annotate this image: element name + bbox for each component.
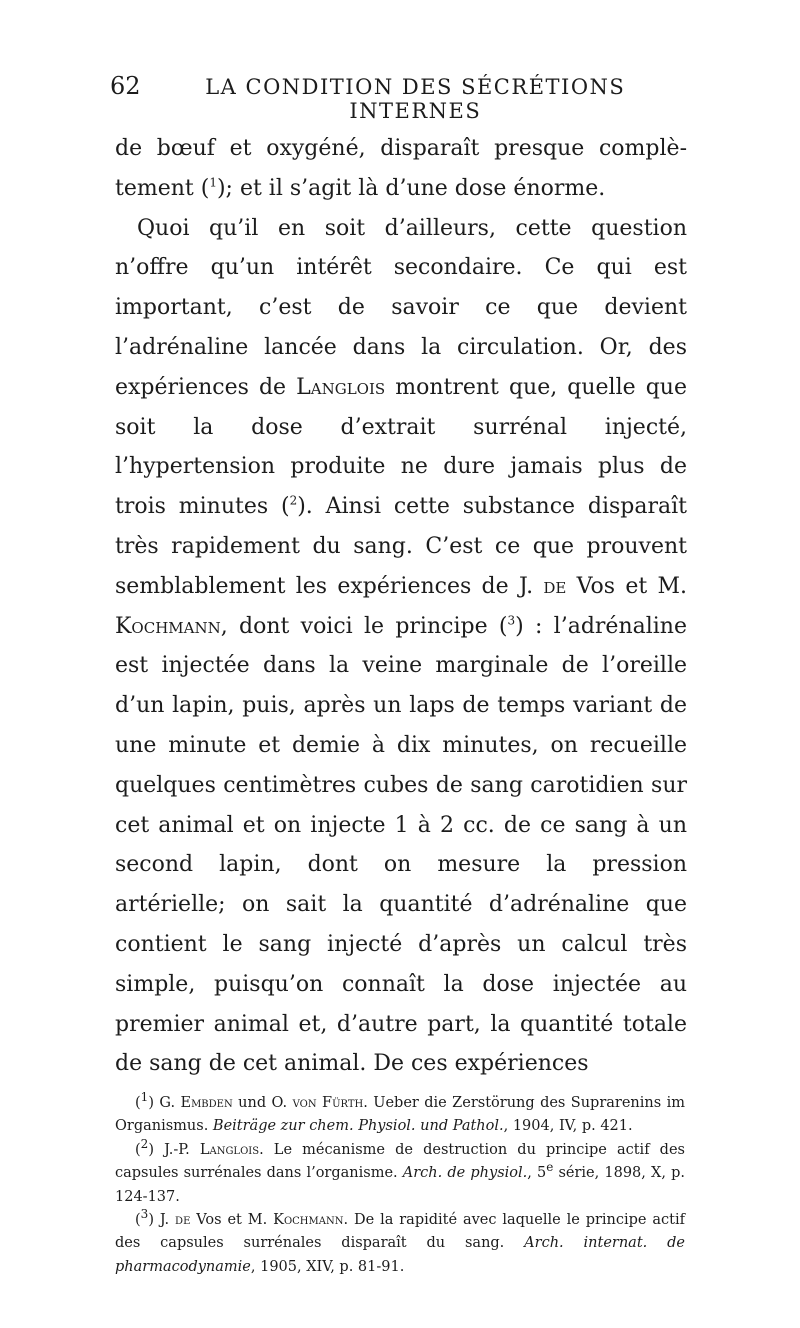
footnotes xyxy=(115,1092,685,1279)
text-run: Vos et M. xyxy=(566,573,688,599)
footnote-ref: 1 xyxy=(140,1090,149,1105)
journal-title: Beiträge zur chem. Physiol. und Pathol. xyxy=(212,1118,504,1135)
text-run: ) J.-P. xyxy=(148,1141,200,1158)
footnote xyxy=(115,1136,685,1209)
footnote-ref: 3 xyxy=(140,1207,149,1222)
text-run: ( xyxy=(135,1141,141,1158)
text-run: , 1904, IV, p. 421. xyxy=(503,1118,633,1135)
footnote xyxy=(115,1092,685,1139)
paragraph xyxy=(115,129,687,209)
author-name: Embden xyxy=(180,1095,233,1111)
author-name: Kochmann xyxy=(273,1212,344,1229)
text-run: ) : l’adrénaline est injectée dans la veine marginale de l’oreille d’un lapin, puis, après un laps de temps variant de une minute et demie à dix minutes, on recueille quelques centimètres cubes de sang carotidien sur cet animal et on injecte 1 à 2 cc. de ce sang à un second lapin, dont on mesure la pression artérielle; on sait la quantité d’adrénaline que contient le sang injecté d’après un calcul très simple, puisqu’on connaît la dose injectée au premier animal et, d’autre part, la quantité totale de sang de cet animal. De ces expériences xyxy=(115,613,687,1077)
author-name: von Fürth xyxy=(292,1095,364,1111)
footnote-ref: 1 xyxy=(209,175,217,190)
text-run: montrent que, quelle que soit la dose d’extrait surrénal injecté, l’hypertension produite ne dure jamais plus de trois minutes ( xyxy=(115,374,687,520)
footnote-ref: e xyxy=(546,1160,554,1175)
paragraph xyxy=(115,209,687,1085)
author-name: de xyxy=(543,573,567,599)
footnote-ref: 3 xyxy=(507,613,516,628)
journal-title: Arch. internat. de pharmacodynamie xyxy=(115,1235,685,1275)
body-text xyxy=(115,129,687,1084)
running-title: LA CONDITION DES SÉCRÉTIONS INTERNES xyxy=(205,75,626,123)
text-run: . Le mécanisme de destruction du principe actif des capsules surrénales dans l’organisme. xyxy=(115,1141,685,1182)
author-name: de xyxy=(175,1212,191,1229)
footnote-ref: 2 xyxy=(140,1136,149,1151)
journal-title: Arch. de physiol. xyxy=(402,1165,528,1182)
text-run: ) G. xyxy=(148,1095,181,1111)
text-run: de bœuf et oxygéné, disparaît presque complètement ( xyxy=(115,136,687,201)
text-run: . Ueber die Zerstörung des Suprarenins im Organismus. xyxy=(115,1095,685,1135)
text-run: série, 1898, X, p. 124-137. xyxy=(115,1165,685,1205)
text-run: Quoi qu’il en soit d’ailleurs, cette question n’offre qu’un intérêt secondaire. Ce qui est important, c’est de savoir ce que devient l’adrénaline lancée dans la circulation. Or, des expériences de xyxy=(115,215,687,400)
author-name: Kochmann xyxy=(115,613,221,639)
text-run: ); et il s’agit là d’une dose énorme. xyxy=(216,175,606,201)
text-run: ( xyxy=(135,1095,141,1111)
text-run: , dont voici le principe ( xyxy=(220,613,508,639)
text-run: ). Ainsi cette substance disparaît très rapidement du sang. C’est ce que prouvent semblablement les expériences de J. xyxy=(115,494,687,599)
footnote xyxy=(115,1209,685,1279)
page-number: 62 xyxy=(110,72,141,100)
author-name: Langlois xyxy=(199,1141,260,1158)
footnote-ref: 2 xyxy=(289,493,298,508)
text-run: , 1905, XIV, p. 81-91. xyxy=(250,1258,405,1275)
text-run: ( xyxy=(135,1212,141,1229)
text-run: ) J. xyxy=(148,1212,176,1229)
text-run: Vos et M. xyxy=(190,1212,274,1229)
author-name: Langlois xyxy=(296,374,386,400)
running-header xyxy=(110,72,690,123)
text-run: und O. xyxy=(232,1095,293,1111)
text-run: . De la rapidité avec laquelle le principe actif des capsules surrénales disparaît du sang. xyxy=(115,1212,685,1252)
text-run: , 5 xyxy=(527,1165,547,1182)
